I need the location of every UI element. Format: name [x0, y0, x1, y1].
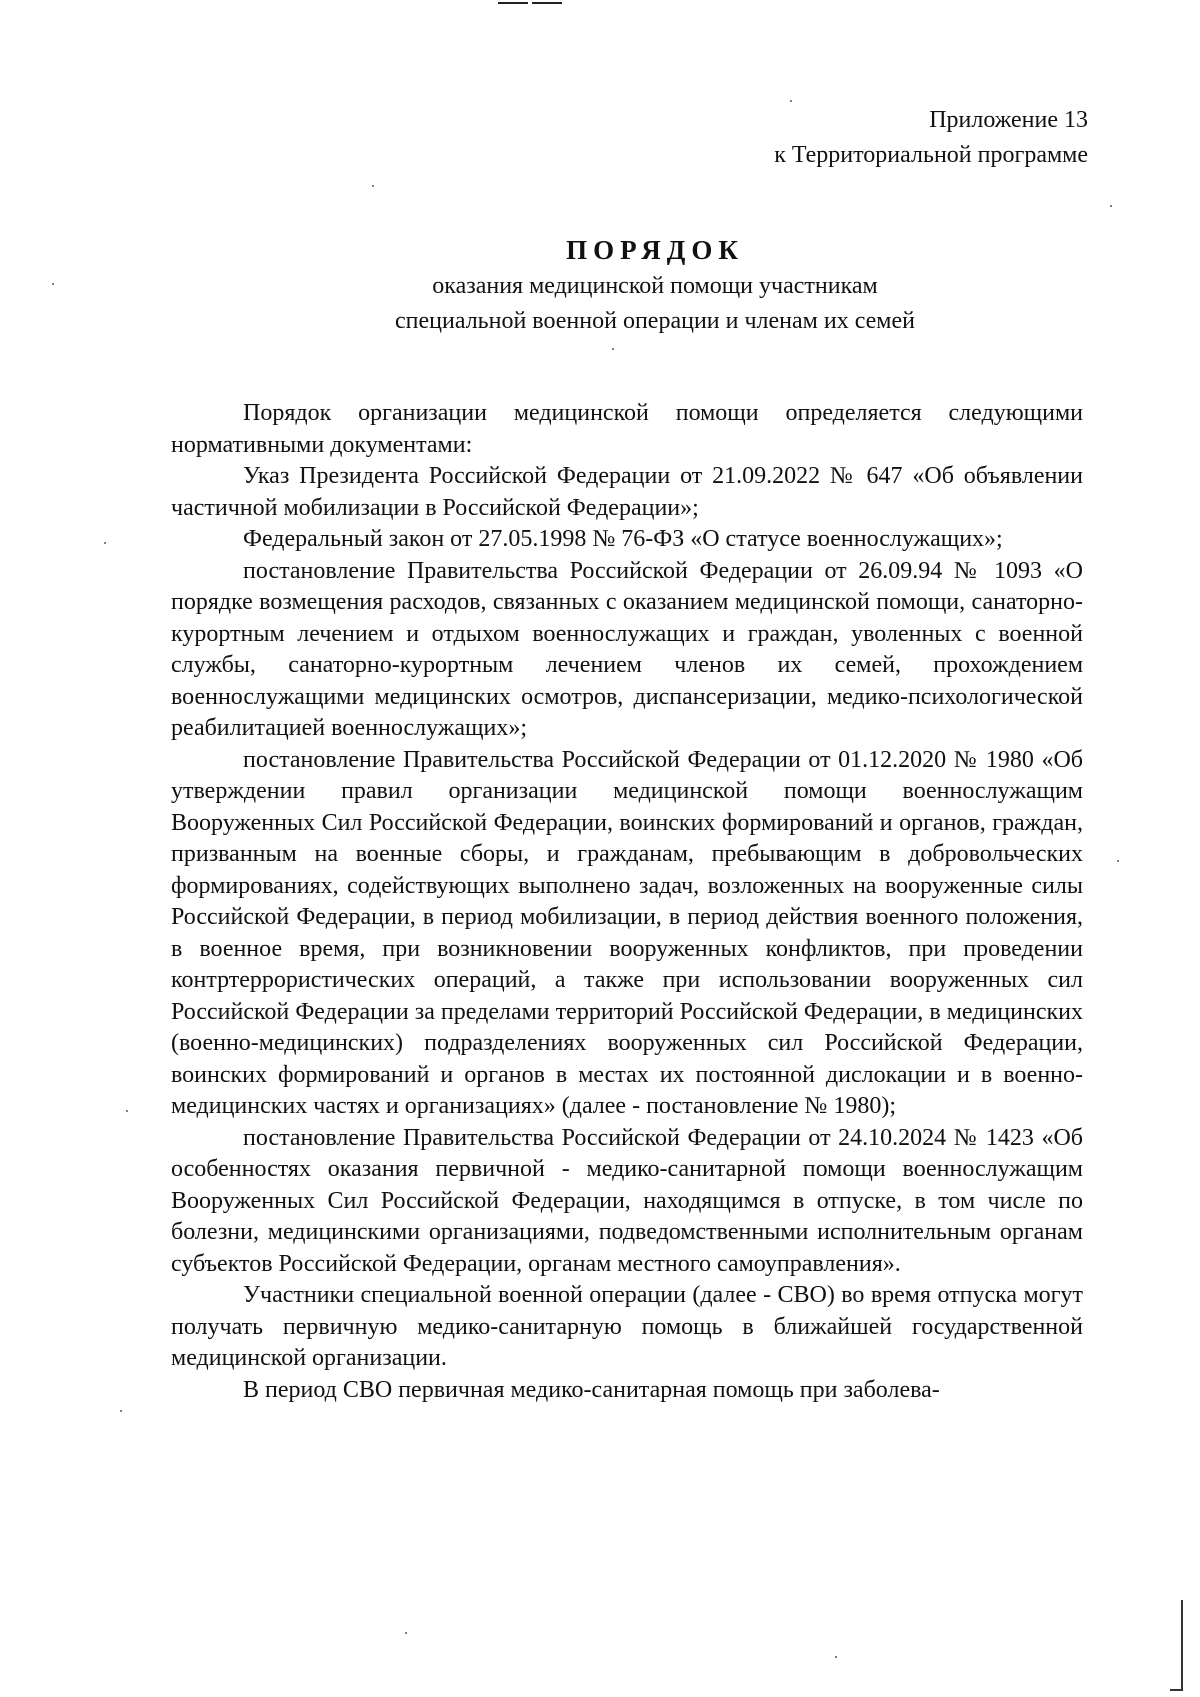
- paragraph-resolution-1980: постановление Правительства Российской Федерации от 01.12.2020 № 1980 «Об утверждении правил организации медицинской помощи военнослужащим Вооруженных Сил Российской Федерации, воинских формирований и органов, граждан, призванным на военные сборы, и гражданам, пребывающим в добровольческих формированиях, содействующих выполнено задач, возложенных на вооруженные силы Российской Федерации, в период мобилизации, в период действия военного положения, в военное время, при возникновении вооруженных конфликтов, при проведении контртеррористических операций, а также при использовании вооруженных сил Российской Федерации за пределами территорий Российской Федерации, в медицинских (военно-медицинских) подразделениях вооруженных сил Российской Федерации, воинских формирований и органов в местах их постоянной дислокации и в военно-медицинских частях и организациях» (далее - постановление № 1980);: [171, 746, 1083, 1119]
- appendix-reference: к Территориальной программе: [774, 142, 1088, 168]
- scan-speck: [835, 1656, 837, 1658]
- appendix-number: Приложение 13: [929, 107, 1088, 133]
- scan-speck: [372, 185, 374, 187]
- paragraph-federal-law-76: Федеральный закон от 27.05.1998 № 76-ФЗ «О статусе военнослужащих»;: [243, 526, 1003, 552]
- scan-speck: [612, 348, 614, 350]
- scan-speck: [1110, 205, 1112, 207]
- scan-speck: [120, 1410, 122, 1412]
- title-block: [150, 232, 1160, 338]
- appendix-header: [774, 103, 1088, 173]
- paragraph-svo-period: В период СВО первичная медико-санитарная помощь при заболева-: [243, 1376, 940, 1403]
- document-subtitle-line-1: оказания медицинской помощи участникам: [432, 273, 878, 299]
- scan-speck: [405, 1632, 407, 1634]
- paragraph-resolution-1093: постановление Правительства Российской Федерации от 26.09.94 № 1093 «О порядке возмещения расходов, связанных с оказанием медицинской помощи, санаторно-курортным лечением и отдыхом военнослужащих и граждан, уволенных с военной службы, санаторно-курортным лечением членов их семей, прохождением военнослужащими медицинских осмотров, диспансеризации, медико-психологической реабилитацией военнослужащих»;: [171, 557, 1083, 741]
- scan-speck: [126, 1110, 128, 1112]
- scan-edge-line: [1181, 1600, 1183, 1690]
- paragraph-resolution-1423: постановление Правительства Российской Федерации от 24.10.2024 № 1423 «Об особенностях оказания первичной - медико-санитарной помощи военнослужащим Вооруженных Сил Российской Федерации, находящимся в отпуске, в том числе по болезни, медицинскими организациями, подведомственными исполнительным органам субъектов Российской Федерации, органам местного самоуправления».: [171, 1124, 1083, 1277]
- scan-top-mark: [498, 2, 568, 6]
- scan-speck: [790, 100, 792, 102]
- document-subtitle-line-2: специальной военной операции и членам их семей: [395, 308, 915, 334]
- document-title: ПОРЯДОК: [566, 235, 744, 265]
- document-body: [171, 398, 1083, 1406]
- scan-speck: [1117, 860, 1119, 862]
- scan-edge-line-foot: [1170, 1689, 1183, 1691]
- paragraph-decree-647: Указ Президента Российской Федерации от 21.09.2022 № 647 «Об объявлении частичной мобилизации в Российской Федерации»;: [171, 463, 1083, 521]
- scan-speck: [52, 283, 54, 285]
- scan-speck: [104, 542, 106, 544]
- paragraph-svo-participants: Участники специальной военной операции (далее - СВО) во время отпуска могут получать первичную медико-санитарную помощь в ближайшей государственной медицинской организации.: [171, 1282, 1083, 1371]
- paragraph-intro: Порядок организации медицинской помощи определяется следующими нормативными документами:: [171, 400, 1083, 458]
